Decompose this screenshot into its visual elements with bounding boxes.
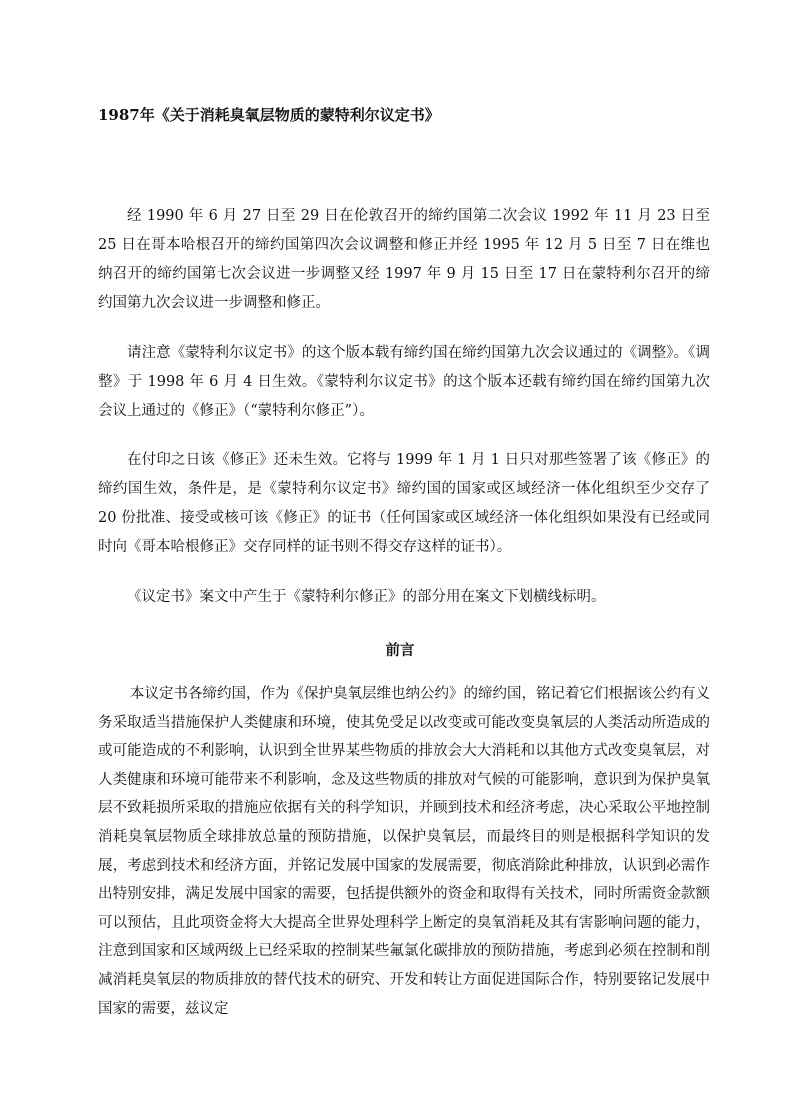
intro-paragraph-adjustments: 经 1990 年 6 月 27 日至 29 日在伦敦召开的缔约国第二次会议 1992 年 11 月 23 日至 25 日在哥本哈根召开的缔约国第四次会议调整和修正并经 1995 年 12 月 5 日至 7 日在维也纳召开的缔约国第七次会议进一步调整又经 1997 年 9 月 15 日至 17 日在蒙特利尔召开的缔约国第九次会议进一步调整和修正。 (98, 208, 710, 311)
note-paragraph-underline: 《议定书》案文中产生于《蒙特利尔修正》的部分用在案文下划横线标明。 (127, 589, 606, 605)
note-paragraph-version: 请注意《蒙特利尔议定书》的这个版本载有缔约国在缔约国第九次会议通过的《调整》。《调整》于 1998 年 6 月 4 日生效。《蒙特利尔议定书》的这个版本还载有缔约国在缔约国第九次会议上通过的《修正》（“蒙特利尔修正”）。 (98, 345, 710, 419)
preamble-paragraph: 本议定书各缔约国，作为《保护臭氧层维也纳公约》的缔约国，铭记着它们根据该公约有义务采取适当措施保护人类健康和环境，使其免受足以改变或可能改变臭氧层的人类活动所造成的或可能造成的不利影响，认识到全世界某些物质的排放会大大消耗和以其他方式改变臭氧层，对人类健康和环境可能带来不利影响，念及这些物质的排放对气候的可能影响，意识到为保护臭氧层不致耗损所采取的措施应依据有关的科学知识，并顾到技术和经济考虑，决心采取公平地控制消耗臭氧层物质全球排放总量的预防措施，以保护臭氧层，而最终目的则是根据科学知识的发展，考虑到技术和经济方面，并铭记发展中国家的发展需要，彻底消除此种排放，认识到必需作出特别安排，满足发展中国家的需要，包括提供额外的资金和取得有关技术，同时所需资金款额可以预估，且此项资金将大大提高全世界处理科学上断定的臭氧消耗及其有害影响问题的能力，注意到国家和区域两级上已经采取的控制某些氟氯化碳排放的预防措施，考虑到必须在控制和削减消耗臭氧层的物质排放的替代技术的研究、开发和转让方面促进国际合作，特别要铭记发展中国家的需要，兹议定 (98, 686, 710, 1017)
preamble-heading: 前言 (385, 642, 415, 659)
document-title: 1987年《关于消耗臭氧层物质的蒙特利尔议定书》 (98, 106, 440, 124)
note-paragraph-entry-into-force: 在付印之日该《修正》还未生效。它将与 1999 年 1 月 1 日只对那些签署了该《修正》的缔约国生效，条件是，是《蒙特利尔议定书》缔约国的国家或区域经济一体化组织至少交存了 20 份批准、接受或核可该《修正》的证书（任何国家或区域经济一体化组织如果没有已经或同时向《哥本哈根修正》交存同样的证书则不得交存这样的证书）。 (98, 452, 710, 555)
